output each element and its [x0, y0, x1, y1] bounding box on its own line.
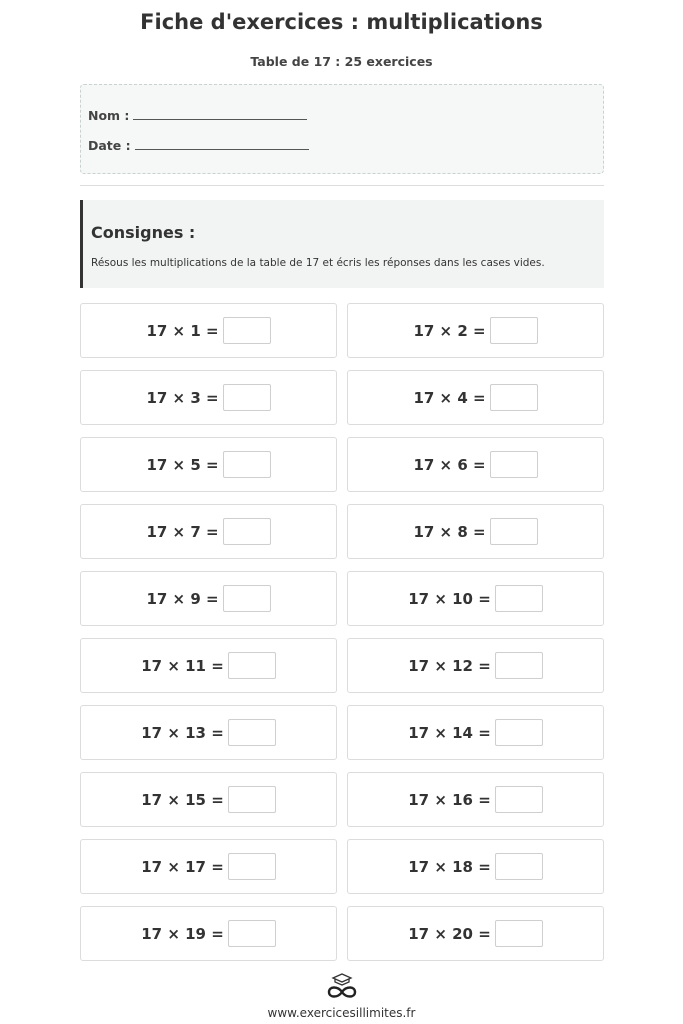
exercise-card	[347, 906, 604, 961]
instructions-box	[80, 200, 604, 288]
page-title: Fiche d'exercices : multiplications	[140, 10, 543, 34]
answer-input[interactable]	[495, 652, 543, 679]
answer-input[interactable]	[490, 384, 538, 411]
exercise-expression: 17 × 18 =	[408, 857, 491, 876]
exercise-card	[80, 504, 337, 559]
answer-input[interactable]	[495, 719, 543, 746]
name-line	[88, 107, 307, 123]
exercise-card	[80, 303, 337, 358]
exercise-expression: 17 × 19 =	[141, 924, 224, 943]
exercise-expression: 17 × 8 =	[413, 522, 486, 541]
exercise-card	[80, 772, 337, 827]
answer-input[interactable]	[223, 317, 271, 344]
exercise-card	[347, 839, 604, 894]
answer-input[interactable]	[228, 786, 276, 813]
name-blank-field[interactable]	[133, 107, 307, 120]
answer-input[interactable]	[228, 652, 276, 679]
answer-input[interactable]	[490, 518, 538, 545]
exercise-expression: 17 × 15 =	[141, 790, 224, 809]
exercise-expression: 17 × 1 =	[146, 321, 219, 340]
exercise-card	[347, 437, 604, 492]
exercise-card	[80, 437, 337, 492]
answer-input[interactable]	[223, 384, 271, 411]
answer-input[interactable]	[495, 853, 543, 880]
exercise-expression: 17 × 11 =	[141, 656, 224, 675]
exercise-expression: 17 × 20 =	[408, 924, 491, 943]
exercise-expression: 17 × 5 =	[146, 455, 219, 474]
page-subtitle: Table de 17 : 25 exercices	[250, 54, 433, 69]
answer-input[interactable]	[223, 585, 271, 612]
footer-url: www.exercicesillimites.fr	[267, 1006, 416, 1020]
exercise-expression: 17 × 13 =	[141, 723, 224, 742]
answer-input[interactable]	[495, 786, 543, 813]
instructions-title: Consignes :	[91, 223, 196, 242]
exercise-card	[80, 370, 337, 425]
exercise-expression: 17 × 16 =	[408, 790, 491, 809]
answer-input[interactable]	[228, 853, 276, 880]
answer-input[interactable]	[495, 585, 543, 612]
exercise-expression: 17 × 9 =	[146, 589, 219, 608]
instructions-text: Résous les multiplications de la table de 17 et écris les réponses dans les cases vides.	[91, 257, 545, 269]
name-label: Nom :	[88, 108, 130, 123]
date-blank-field[interactable]	[135, 137, 309, 150]
divider	[80, 185, 604, 186]
exercise-expression: 17 × 14 =	[408, 723, 491, 742]
exercise-card	[347, 303, 604, 358]
exercise-expression: 17 × 10 =	[408, 589, 491, 608]
student-info-box	[80, 84, 604, 174]
exercise-expression: 17 × 17 =	[141, 857, 224, 876]
exercise-card	[347, 571, 604, 626]
exercise-card	[80, 571, 337, 626]
answer-input[interactable]	[223, 451, 271, 478]
exercise-card	[80, 705, 337, 760]
exercise-expression: 17 × 7 =	[146, 522, 219, 541]
exercise-expression: 17 × 4 =	[413, 388, 486, 407]
exercise-card	[80, 839, 337, 894]
exercise-card	[347, 772, 604, 827]
exercise-card	[347, 705, 604, 760]
answer-input[interactable]	[495, 920, 543, 947]
answer-input[interactable]	[490, 317, 538, 344]
exercise-expression: 17 × 6 =	[413, 455, 486, 474]
exercise-card	[347, 638, 604, 693]
exercise-card	[347, 504, 604, 559]
date-line	[88, 137, 309, 153]
infinity-book-logo-icon	[325, 970, 359, 1000]
exercise-expression: 17 × 3 =	[146, 388, 219, 407]
exercise-card	[80, 906, 337, 961]
date-label: Date :	[88, 138, 131, 153]
answer-input[interactable]	[223, 518, 271, 545]
answer-input[interactable]	[490, 451, 538, 478]
exercise-expression: 17 × 2 =	[413, 321, 486, 340]
exercise-card	[347, 370, 604, 425]
answer-input[interactable]	[228, 719, 276, 746]
answer-input[interactable]	[228, 920, 276, 947]
exercise-card	[80, 638, 337, 693]
exercise-expression: 17 × 12 =	[408, 656, 491, 675]
